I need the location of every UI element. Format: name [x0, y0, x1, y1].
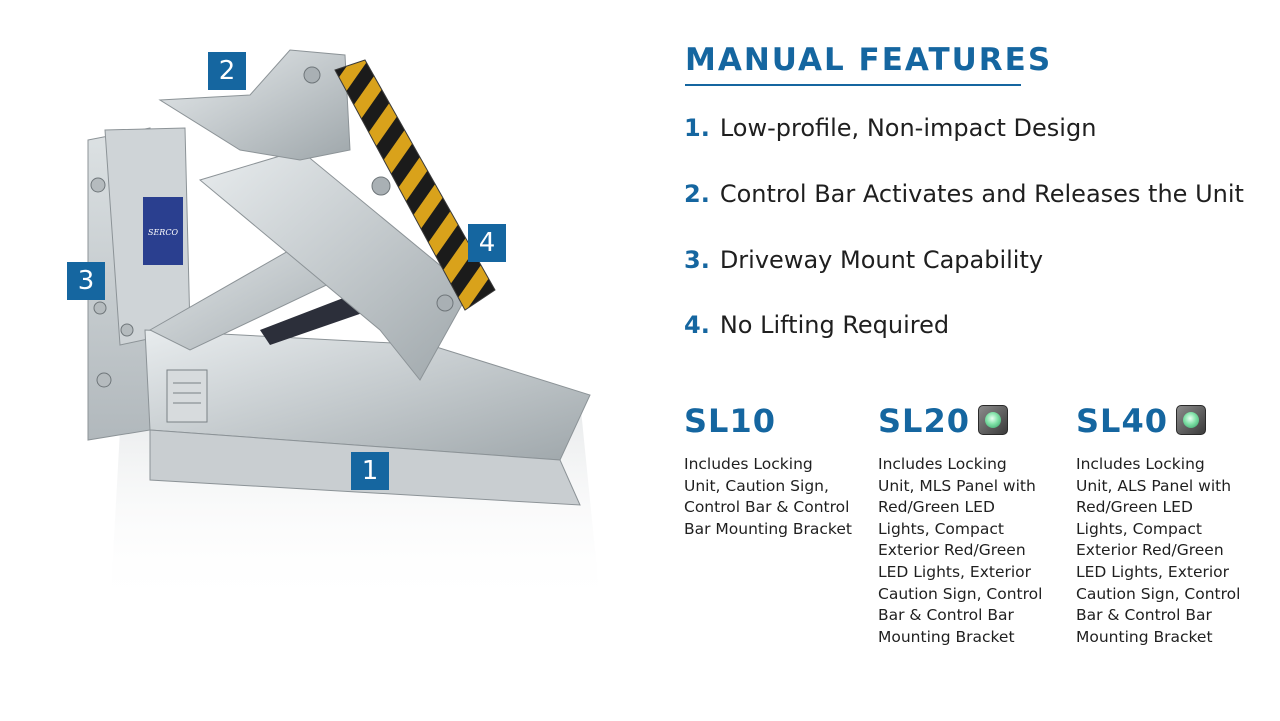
- model-description-sl20: Includes Locking Unit, MLS Panel with Red/Green LED Lights, Compact Exterior Red/Green LED Lights, Exterior Caution Sign, Control Bar & Control Bar Mounting Bracket: [878, 455, 1043, 646]
- feature-number: 4.: [684, 311, 710, 339]
- model-name-sl40: SL40: [1076, 402, 1168, 440]
- svg-text:SERCO: SERCO: [147, 228, 179, 237]
- model-description-sl40: Includes Locking Unit, ALS Panel with Red/Green LED Lights, Compact Exterior Red/Green LED Lights, Exterior Caution Sign, Control Bar & Control Bar Mounting Bracket: [1076, 455, 1241, 646]
- led-panel-icon: [978, 405, 1008, 435]
- feature-item-3: [684, 246, 1043, 274]
- callout-badge-3: 3: [67, 262, 105, 300]
- model-name-sl20: SL20: [878, 402, 970, 440]
- feature-number: 1.: [684, 114, 710, 142]
- feature-number: 2.: [684, 180, 710, 208]
- feature-number: 3.: [684, 246, 710, 274]
- title-underline: [685, 84, 1021, 86]
- page-title: MANUAL FEATURES: [685, 42, 1053, 78]
- feature-text: Control Bar Activates and Releases the Unit: [719, 180, 1244, 208]
- feature-text: Driveway Mount Capability: [719, 246, 1044, 274]
- feature-item-2: [684, 180, 1244, 208]
- model-description-sl10: Includes Locking Unit, Caution Sign, Control Bar & Control Bar Mounting Bracket: [684, 455, 852, 538]
- model-name-sl10: SL10: [684, 402, 776, 440]
- callout-badge-2: 2: [208, 52, 246, 90]
- callout-badge-4: 4: [468, 224, 506, 262]
- feature-text: Low-profile, Non-impact Design: [719, 114, 1097, 142]
- callout-badge-1: 1: [351, 452, 389, 490]
- feature-item-1: [684, 114, 1096, 142]
- led-panel-icon: [1176, 405, 1206, 435]
- feature-item-4: [684, 311, 949, 339]
- feature-text: No Lifting Required: [719, 311, 950, 339]
